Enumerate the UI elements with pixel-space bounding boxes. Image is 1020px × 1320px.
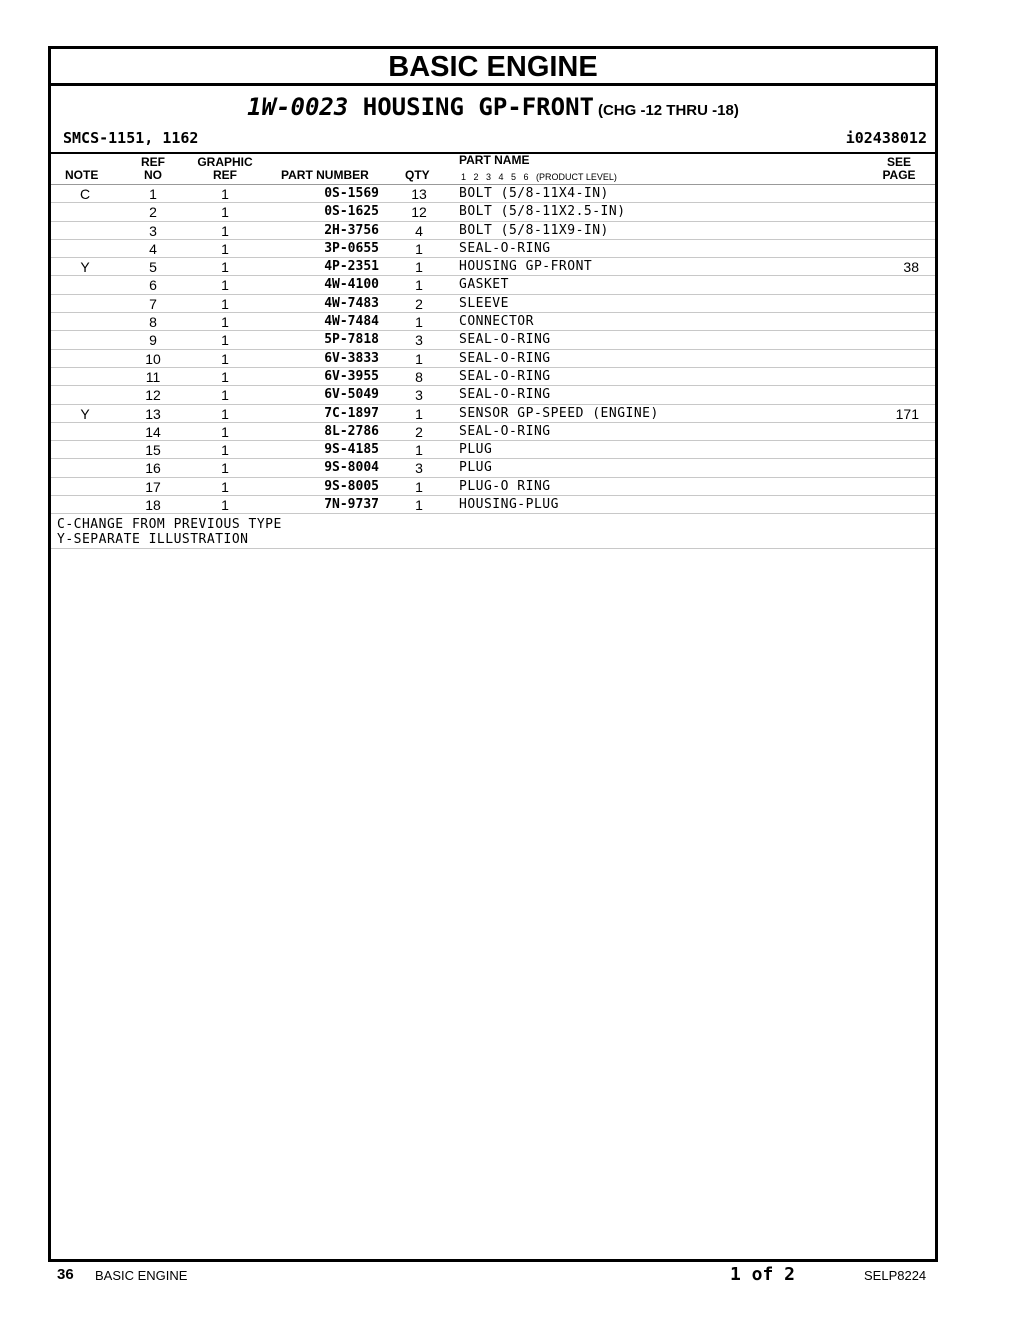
part-number-cell: 9S-4185 — [324, 442, 379, 458]
part-number-cell: 7C-1897 — [324, 405, 379, 421]
col-graphic-ref-top: GRAPHIC — [197, 155, 253, 169]
note-change: C-CHANGE FROM PREVIOUS TYPE — [57, 517, 282, 532]
graphic-ref-cell: 1 — [221, 497, 229, 514]
table-row — [51, 185, 935, 203]
col-ref-no-top: REF — [141, 155, 165, 169]
note-cell: Y — [80, 259, 90, 276]
part-name-cell: BOLT (5/8-11X9-IN) — [459, 222, 609, 238]
part-name-cell: GASKET — [459, 277, 509, 293]
graphic-ref-cell: 1 — [221, 423, 229, 440]
table-row — [51, 441, 935, 459]
qty-cell: 4 — [415, 222, 423, 239]
ref-no-cell: 17 — [145, 478, 161, 495]
qty-cell: 1 — [415, 314, 423, 331]
table-row — [51, 222, 935, 240]
footnotes — [57, 517, 282, 547]
ref-no-cell: 7 — [149, 295, 157, 312]
ref-no-cell: 15 — [145, 442, 161, 459]
part-name-cell: SEAL-O-RING — [459, 368, 551, 384]
part-name-cell: HOUSING GP-FRONT — [459, 259, 593, 275]
see-page-cell: 38 — [903, 259, 919, 276]
footnotes-rule — [51, 548, 935, 549]
graphic-ref-cell: 1 — [221, 460, 229, 477]
parts-table — [51, 185, 935, 514]
qty-cell: 3 — [415, 332, 423, 349]
graphic-ref-cell: 1 — [221, 186, 229, 202]
table-row — [51, 496, 935, 514]
part-name-cell: HOUSING-PLUG — [459, 497, 559, 513]
table-row — [51, 459, 935, 477]
ref-no-cell: 16 — [145, 460, 161, 477]
graphic-ref-cell: 1 — [221, 332, 229, 349]
footer-section: BASIC ENGINE — [95, 1268, 188, 1283]
ref-no-cell: 14 — [145, 423, 161, 440]
part-number-cell: 4W-7483 — [324, 295, 379, 311]
smcs-code: SMCS-1151, 1162 — [63, 129, 199, 147]
part-name-cell: SENSOR GP-SPEED (ENGINE) — [459, 405, 659, 421]
qty-cell: 2 — [415, 295, 423, 312]
part-number-cell: 0S-1569 — [324, 186, 379, 201]
note-separate: Y-SEPARATE ILLUSTRATION — [57, 532, 249, 547]
table-row — [51, 368, 935, 386]
ref-no-cell: 18 — [145, 497, 161, 514]
table-row — [51, 313, 935, 331]
part-name-cell: SEAL-O-RING — [459, 240, 551, 256]
qty-cell: 1 — [415, 478, 423, 495]
part-name-cell: PLUG — [459, 460, 493, 476]
part-number-cell: 4W-7484 — [324, 314, 379, 330]
part-name-cell: SEAL-O-RING — [459, 387, 551, 403]
part-number-cell: 0S-1625 — [324, 204, 379, 220]
part-name-cell: SEAL-O-RING — [459, 332, 551, 348]
graphic-ref-cell: 1 — [221, 442, 229, 459]
see-page-cell: 171 — [895, 405, 919, 422]
qty-cell: 8 — [415, 368, 423, 385]
table-row — [51, 478, 935, 496]
ref-no-cell: 11 — [145, 368, 161, 385]
ref-no-cell: 3 — [149, 222, 157, 239]
table-row — [51, 295, 935, 313]
table-row — [51, 386, 935, 404]
ref-no-cell: 12 — [145, 387, 161, 404]
qty-cell: 1 — [415, 405, 423, 422]
ref-no-cell: 10 — [145, 350, 161, 367]
part-name-cell: SEAL-O-RING — [459, 423, 551, 439]
note-cell: C — [79, 186, 91, 202]
col-part-name: PART NAME — [459, 153, 530, 167]
product-levels: 1 2 3 4 5 6 (PRODUCT LEVEL) — [461, 172, 617, 182]
part-number-cell: 8L-2786 — [324, 423, 379, 439]
ref-no-cell: 4 — [149, 240, 157, 257]
graphic-ref-cell: 1 — [221, 277, 229, 294]
graphic-ref-cell: 1 — [221, 240, 229, 257]
part-number-cell: 7N-9737 — [324, 497, 379, 513]
table-row — [51, 405, 935, 423]
qty-cell: 3 — [415, 387, 423, 404]
serial-range: (CHG -12 THRU -18) — [597, 102, 739, 119]
document-id: SELP8224 — [864, 1268, 927, 1283]
part-number-cell: 2H-3756 — [324, 222, 379, 238]
part-number-cell: 6V-3833 — [324, 350, 379, 366]
part-number-cell: 4W-4100 — [324, 277, 379, 293]
col-graphic-ref-bottom: REF — [213, 168, 237, 182]
col-part-number: PART NUMBER — [281, 168, 369, 182]
graphic-ref-cell: 1 — [221, 295, 229, 312]
graphic-ref-cell: 1 — [221, 204, 229, 221]
qty-cell: 1 — [415, 497, 423, 514]
qty-cell: 12 — [411, 204, 427, 221]
ref-no-cell: 1 — [149, 186, 157, 202]
graphic-ref-cell: 1 — [221, 387, 229, 404]
page-number: 36 — [57, 1266, 74, 1283]
col-ref-no-bottom: NO — [144, 168, 162, 182]
graphic-ref-cell: 1 — [221, 368, 229, 385]
graphic-ref-cell: 1 — [221, 478, 229, 495]
table-row — [51, 331, 935, 349]
graphic-ref-cell: 1 — [221, 405, 229, 422]
part-number-cell: 9S-8005 — [324, 478, 379, 494]
table-row — [51, 203, 935, 221]
illustration-id: i02438012 — [845, 129, 927, 147]
graphic-ref-cell: 1 — [221, 314, 229, 331]
ref-no-cell: 13 — [145, 405, 161, 422]
part-name-cell: BOLT (5/8-11X2.5-IN) — [459, 204, 626, 220]
part-name-cell: SLEEVE — [459, 295, 509, 311]
part-number-cell: 3P-0655 — [324, 240, 379, 256]
table-row — [51, 240, 935, 258]
table-row — [51, 258, 935, 276]
part-number-cell: 9S-8004 — [324, 460, 379, 476]
col-note: NOTE — [65, 168, 99, 182]
qty-cell: 1 — [415, 442, 423, 459]
part-name-cell: PLUG-O RING — [459, 478, 551, 494]
part-name-cell: SEAL-O-RING — [459, 350, 551, 366]
group-title — [51, 87, 935, 131]
ref-no-cell: 6 — [149, 277, 157, 294]
part-number-cell: 4P-2351 — [324, 259, 379, 275]
ref-no-cell: 8 — [149, 314, 157, 331]
qty-cell: 2 — [415, 423, 423, 440]
table-row — [51, 350, 935, 368]
group-name: HOUSING GP-FRONT — [362, 93, 594, 121]
parts-page-frame — [48, 46, 938, 1262]
group-number: 1W-0023 — [247, 93, 349, 121]
graphic-ref-cell: 1 — [221, 259, 229, 276]
graphic-ref-cell: 1 — [221, 222, 229, 239]
qty-cell: 1 — [415, 350, 423, 367]
ref-no-cell: 9 — [149, 332, 157, 349]
page-of: 1 of 2 — [730, 1264, 796, 1285]
part-number-cell: 6V-5049 — [324, 387, 379, 403]
ref-no-cell: 2 — [149, 204, 157, 221]
part-number-cell: 6V-3955 — [324, 368, 379, 384]
col-see-page-top: SEE — [886, 155, 911, 169]
qty-cell: 1 — [415, 240, 423, 257]
qty-cell: 1 — [415, 277, 423, 294]
table-row — [51, 276, 935, 294]
part-number-cell: 5P-7818 — [324, 332, 379, 348]
qty-cell: 3 — [415, 460, 423, 477]
ref-no-cell: 5 — [149, 259, 157, 276]
qty-cell: 1 — [415, 259, 423, 276]
section-title: BASIC ENGINE — [51, 49, 935, 86]
part-name-cell: CONNECTOR — [459, 314, 534, 330]
col-see-page-bottom: PAGE — [882, 168, 916, 182]
col-qty: QTY — [405, 168, 430, 182]
note-cell: Y — [80, 405, 90, 422]
part-name-cell: PLUG — [459, 442, 493, 458]
graphic-ref-cell: 1 — [221, 350, 229, 367]
part-name-cell: BOLT (5/8-11X4-IN) — [459, 186, 609, 201]
qty-cell: 13 — [411, 186, 427, 202]
table-row — [51, 423, 935, 441]
